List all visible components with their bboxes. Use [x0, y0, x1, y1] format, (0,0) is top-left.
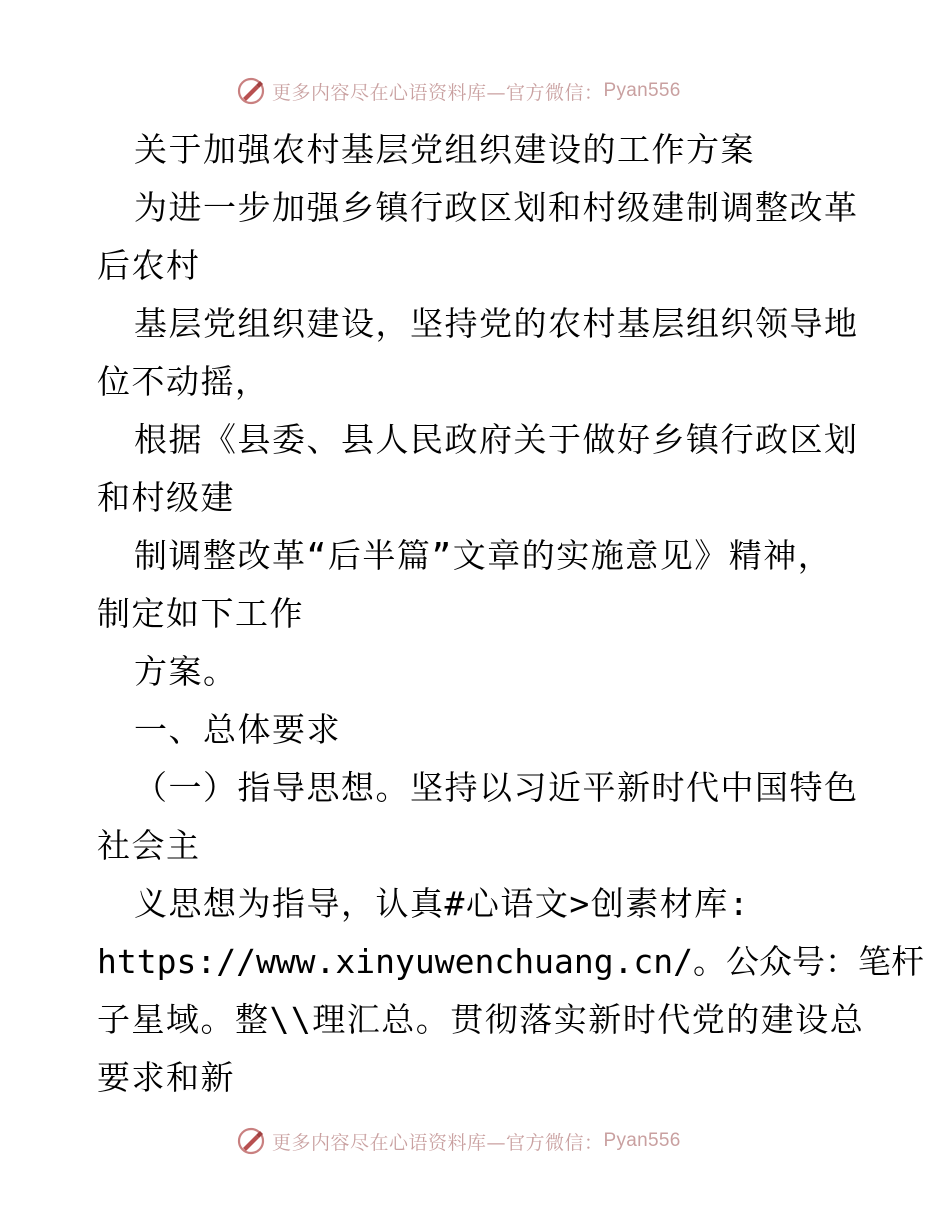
paragraph-line: 制调整改革“后半篇”文章的实施意见》精神，: [134, 536, 833, 575]
paragraph-line: 子星域。整\\理汇总。贯彻落实新时代党的建设总: [97, 1000, 865, 1039]
paragraph-line: 位不动摇，: [97, 362, 270, 401]
watermark-handle: Pyan556: [603, 80, 681, 101]
pen-seal-icon: [236, 76, 266, 106]
paragraph-line: 制定如下工作: [97, 594, 304, 633]
paragraph-line: 基层党组织建设，坚持党的农村基层组织领导地: [134, 304, 859, 343]
watermark-header: [236, 74, 681, 108]
document-body: [97, 121, 925, 1107]
paragraph-line: 要求和新: [97, 1058, 235, 1097]
paragraph-line: 方案。: [134, 652, 238, 691]
paragraph-line: 社会主: [97, 826, 201, 865]
section-heading: 一、总体要求: [134, 710, 341, 749]
document-title: 关于加强农村基层党组织建设的工作方案: [134, 130, 755, 169]
paragraph-line: 义思想为指导，认真#心语文>创素材库:: [134, 884, 751, 923]
watermark-text: 更多内容尽在心语资料库—官方微信：: [272, 81, 604, 104]
paragraph-line: 和村级建: [97, 478, 235, 517]
watermark-footer: [236, 1124, 681, 1158]
watermark-text: 更多内容尽在心语资料库—官方微信：: [272, 1131, 604, 1154]
paragraph-line: 后农村: [97, 246, 201, 285]
paragraph-line: https://www.xinyuwenchuang.cn/。公众号：笔杆: [97, 942, 925, 981]
watermark-handle: Pyan556: [603, 1130, 681, 1151]
paragraph-line: （一）指导思想。坚持以习近平新时代中国特色: [134, 768, 859, 807]
paragraph-line: 根据《县委、县人民政府关于做好乡镇行政区划: [134, 420, 859, 459]
pen-seal-icon: [236, 1126, 266, 1156]
paragraph-line: 为进一步加强乡镇行政区划和村级建制调整改革: [134, 188, 859, 227]
